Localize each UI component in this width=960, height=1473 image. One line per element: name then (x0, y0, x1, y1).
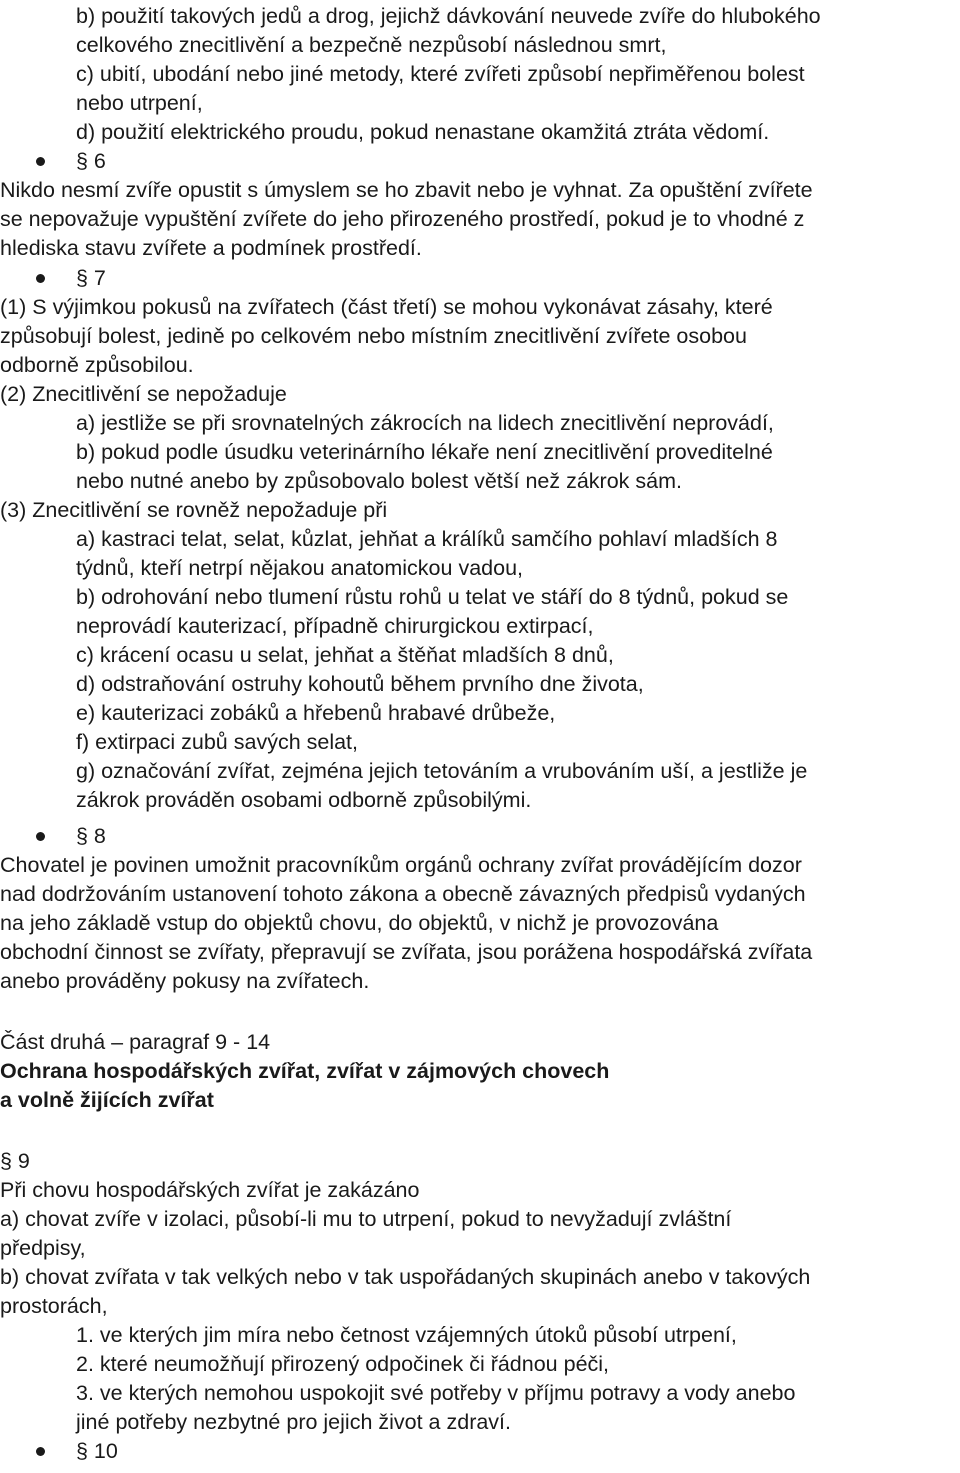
text-line: zákrok prováděn osobami odborně způsobilými. (76, 788, 532, 812)
text-line: (2) Znecitlivění se nepožaduje (0, 382, 287, 406)
part-title: a volně žijících zvířat (0, 1088, 214, 1112)
part-heading: Část druhá – paragraf 9 - 14 (0, 1030, 271, 1054)
text-line: nebo utrpení, (76, 91, 203, 115)
text-line: Chovatel je povinen umožnit pracovníkům orgánů ochrany zvířat provádějícím dozor (0, 853, 802, 877)
text-line: e) kauterizaci zobáků a hřebenů hrabavé drůbeže, (76, 701, 556, 725)
bullet-icon (36, 1447, 45, 1456)
text-line: 3. ve kterých nemohou uspokojit své potřeby v příjmu potravy a vody anebo (76, 1381, 796, 1405)
text-line: b) chovat zvířata v tak velkých nebo v tak uspořádaných skupinách anebo v takových (0, 1265, 811, 1289)
text-line: a) jestliže se při srovnatelných zákrocích na lidech znecitlivění neprovádí, (76, 411, 774, 435)
text-line: 2. které neumožňují přirozený odpočinek či řádnou péči, (76, 1352, 610, 1376)
bullet-icon (36, 157, 45, 166)
text-line: Při chovu hospodářských zvířat je zakázáno (0, 1178, 420, 1202)
text-line: 1. ve kterých jim míra nebo četnost vzájemných útoků působí utrpení, (76, 1323, 737, 1347)
text-line: f) extirpaci zubů savých selat, (76, 730, 359, 754)
text-line: Nikdo nesmí zvíře opustit s úmyslem se ho zbavit nebo je vyhnat. Za opuštění zvířete (0, 178, 813, 202)
text-line: g) označování zvířat, zejména jejich tetováním a vrubováním uší, a jestliže je (76, 759, 808, 783)
bullet-icon (36, 832, 45, 841)
text-line: se nepovažuje vypuštění zvířete do jeho přirozeného prostředí, pokud je to vhodné z (0, 207, 805, 231)
text-line: předpisy, (0, 1236, 86, 1260)
text-line: prostorách, (0, 1294, 108, 1318)
text-line: na jeho základě vstup do objektů chovu, do objektů, v nichž je provozována (0, 911, 719, 935)
section-heading-10: § 10 (76, 1439, 118, 1463)
text-line: neprovádí kauterizací, případně chirurgickou extirpací, (76, 614, 594, 638)
section-heading-8: § 8 (76, 824, 106, 848)
text-line: obchodní činnost se zvířaty, přepravují se zvířata, jsou porážena hospodářská zvířata (0, 940, 813, 964)
text-line: týdnů, kteří netrpí nějakou anatomickou vadou, (76, 556, 523, 580)
text-line: a) chovat zvíře v izolaci, působí-li mu to utrpení, pokud to nevyžadují zvláštní (0, 1207, 732, 1231)
text-line: c) krácení ocasu u selat, jehňat a štěňat mladších 8 dnů, (76, 643, 614, 667)
text-line: b) pokud podle úsudku veterinárního lékaře není znecitlivění proveditelné (76, 440, 773, 464)
text-line: a) kastraci telat, selat, kůzlat, jehňat a králíků samčího pohlaví mladších 8 (76, 527, 778, 551)
text-line: nad dodržováním ustanovení tohoto zákona a obecně závazných předpisů vydaných (0, 882, 806, 906)
text-line: c) ubití, ubodání nebo jiné metody, které zvířeti způsobí nepřiměřenou bolest (76, 62, 805, 86)
bullet-icon (36, 274, 45, 283)
text-line: způsobují bolest, jedině po celkovém nebo místním znecitlivění zvířete osobou (0, 324, 747, 348)
part-title: Ochrana hospodářských zvířat, zvířat v zájmových chovech (0, 1059, 610, 1083)
text-line: hlediska stavu zvířete a podmínek prostředí. (0, 236, 422, 260)
text-line: odborně způsobilou. (0, 353, 194, 377)
section-heading-7: § 7 (76, 266, 106, 290)
text-line: d) použití elektrického proudu, pokud nenastane okamžitá ztráta vědomí. (76, 120, 770, 144)
text-line: b) odrohování nebo tlumení růstu rohů u telat ve stáří do 8 týdnů, pokud se (76, 585, 789, 609)
text-line: d) odstraňování ostruhy kohoutů během prvního dne života, (76, 672, 644, 696)
text-line: b) použití takových jedů a drog, jejichž dávkování neuvede zvíře do hlubokého (76, 4, 821, 28)
text-line: nebo nutné anebo by způsobovalo bolest větší než zákrok sám. (76, 469, 682, 493)
text-line: anebo prováděny pokusy na zvířatech. (0, 969, 370, 993)
text-line: (3) Znecitlivění se rovněž nepožaduje při (0, 498, 388, 522)
section-heading-6: § 6 (76, 149, 106, 173)
text-line: (1) S výjimkou pokusů na zvířatech (část třetí) se mohou vykonávat zásahy, které (0, 295, 773, 319)
text-line: celkového znecitlivění a bezpečně nezpůsobí následnou smrt, (76, 33, 667, 57)
text-line: jiné potřeby nezbytné pro jejich život a zdraví. (76, 1410, 512, 1434)
section-heading-9: § 9 (0, 1149, 30, 1173)
